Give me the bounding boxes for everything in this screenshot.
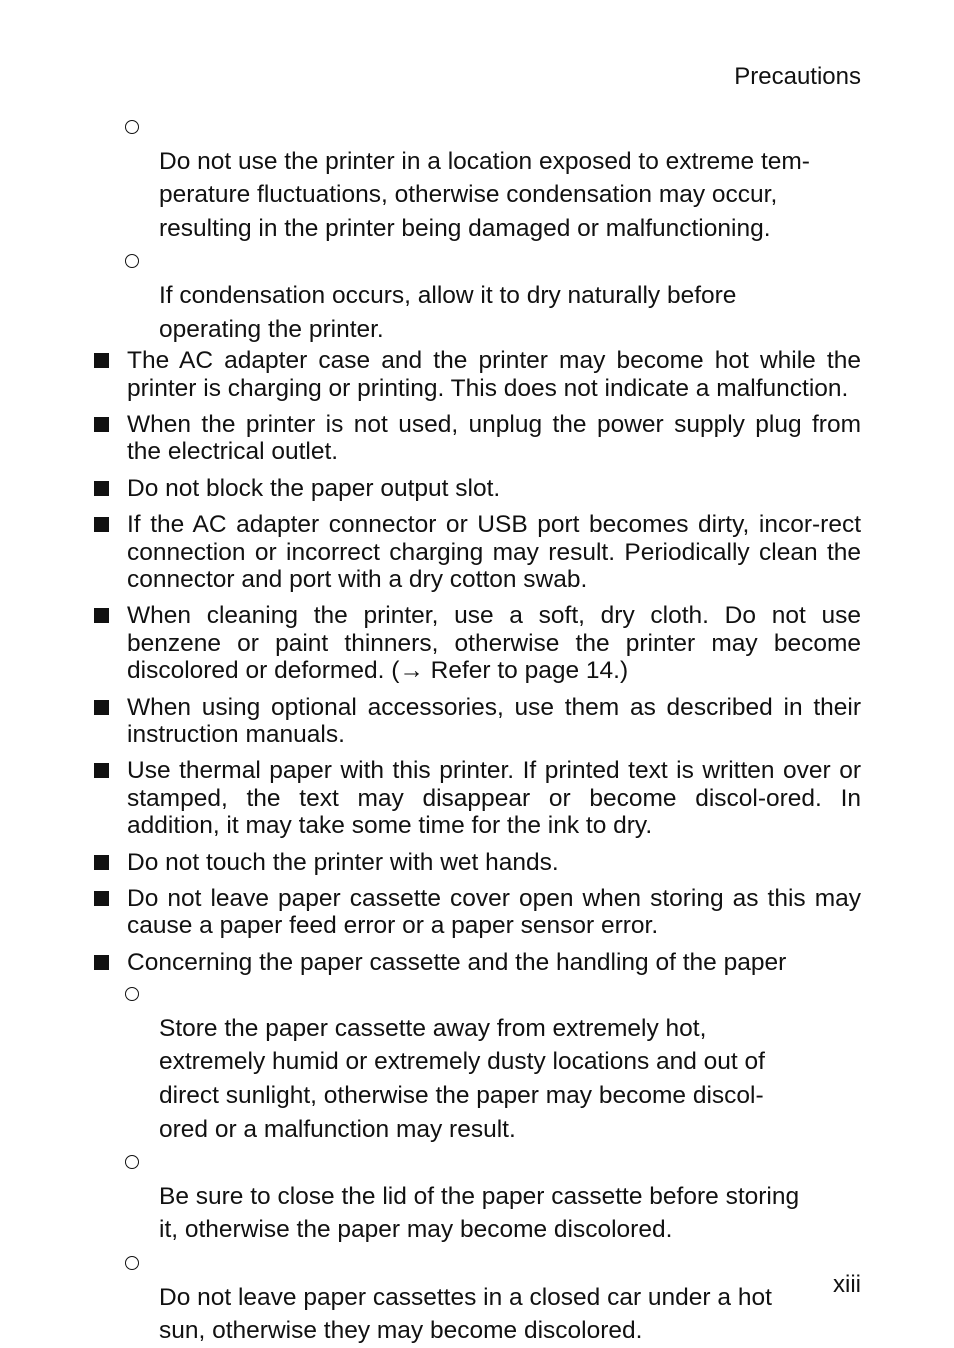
bullet-text: When the printer is not used, unplug the power supply plug from the electrical outlet. [127, 410, 861, 466]
bullet-item [93, 411, 861, 466]
square-bullet-icon [94, 353, 109, 368]
precautions-list [93, 111, 861, 1348]
circle-bullet-icon [125, 254, 139, 268]
sub-item [93, 1247, 861, 1348]
running-header: Precautions [734, 63, 861, 90]
circle-bullet-icon [125, 987, 139, 1001]
square-bullet-icon [94, 955, 109, 970]
square-bullet-icon [94, 608, 109, 623]
square-bullet-icon [94, 481, 109, 496]
bullet-text: Do not block the paper output slot. [127, 474, 501, 502]
circle-bullet-icon [125, 120, 139, 134]
bullet-item [93, 757, 861, 839]
bullet-text: The AC adapter case and the printer may become hot while the printer is charging or printing. This does not indicate a malfunction. [127, 347, 861, 402]
bullet-item [93, 475, 861, 502]
bullet-text: Do not leave paper cassette cover open when storing as this may cause a paper feed error or a paper sensor error. [127, 885, 861, 940]
bullet-text: Use thermal paper with this printer. If printed text is written over or stamped, the text may disappear or become discol-ored. In addition, it may take some time for the ink to dry. [127, 757, 861, 840]
sub-item [93, 111, 861, 245]
square-bullet-icon [94, 700, 109, 715]
bullet-item [93, 694, 861, 749]
sub-item-text: Do not use the printer in a location exposed to extreme tem- perature fluctuations, otherwise condensation may occur, resulting in the printer being damaged or malfunctioning. [159, 147, 810, 242]
sub-item-text: Store the paper cassette away from extremely hot, extremely humid or extremely dusty locations and out of direct sunlight, otherwise the paper may become discol- ored or a malfunction may result. [159, 1014, 765, 1143]
circle-bullet-icon [125, 1256, 139, 1270]
bullet-item [93, 885, 861, 940]
page-number: xiii [833, 1271, 861, 1298]
bullet-text: Do not touch the printer with wet hands. [127, 848, 559, 876]
circle-bullet-icon [125, 1155, 139, 1169]
sub-item-text: Be sure to close the lid of the paper cassette before storing it, otherwise the paper may become discolored. [159, 1182, 800, 1244]
bullet-item [93, 511, 861, 593]
bullet-item [93, 602, 861, 684]
bullet-text: When cleaning the printer, use a soft, dry cloth. Do not use benzene or paint thinners, otherwise the printer may become discolored or deformed. (→ Refer to page 14.) [127, 602, 861, 685]
sub-item [93, 978, 861, 1146]
sub-item [93, 1146, 861, 1247]
bullet-text: When using optional accessories, use them as described in their instruction manuals. [127, 693, 861, 749]
square-bullet-icon [94, 763, 109, 778]
sub-item-text: Do not leave paper cassettes in a closed car under a hot sun, otherwise they may become discolored. [159, 1283, 772, 1345]
bullet-item [93, 347, 861, 402]
square-bullet-icon [94, 891, 109, 906]
bullet-text: Concerning the paper cassette and the handling of the paper [127, 948, 787, 976]
square-bullet-icon [94, 417, 109, 432]
square-bullet-icon [94, 517, 109, 532]
sub-item-text: If condensation occurs, allow it to dry naturally before operating the printer. [159, 281, 737, 343]
bullet-item [93, 849, 861, 876]
bullet-item [93, 949, 861, 976]
sub-item [93, 245, 861, 346]
bullet-text: If the AC adapter connector or USB port becomes dirty, incor-rect connection or incorrect charging may result. Periodically clean the connector and port with a dry cotton swab. [127, 511, 861, 593]
square-bullet-icon [94, 855, 109, 870]
